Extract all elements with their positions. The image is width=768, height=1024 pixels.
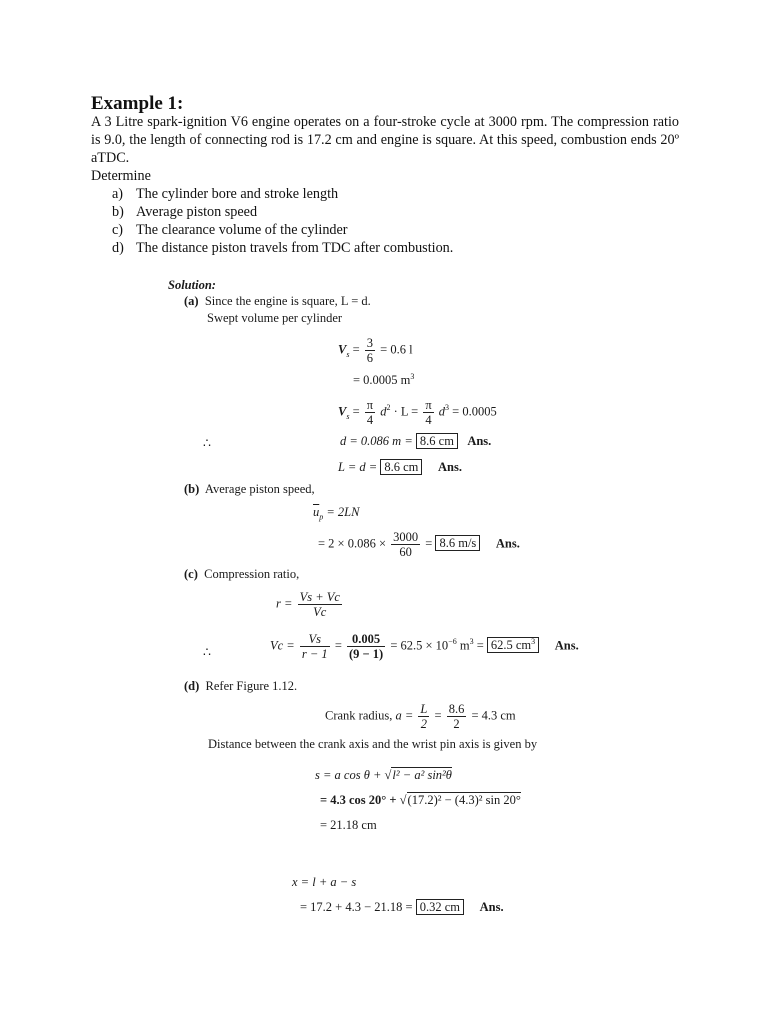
stroke-result: L = d = 8.6 cm Ans.	[338, 460, 462, 474]
part-b-line1: (b) Average piston speed,	[184, 482, 315, 496]
bore-result: d = 0.086 m = 8.6 cm Ans.	[340, 434, 492, 448]
clearance-answer-box: 62.5 $cm^3$	[487, 637, 539, 653]
travel-answer-box: 0.32 cm	[416, 899, 464, 915]
swept-volume-m3: = 0.0005 $m^3$	[353, 372, 415, 388]
compression-ratio-eq: r = $\frac{Vs + Vc}{Vc}$	[276, 590, 340, 619]
distance-description: Distance between the crank axis and the wrist pin axis is given by	[208, 737, 538, 751]
speed-answer-box: 8.6 m/s	[435, 535, 480, 551]
list-item: d) The distance piston travels from TDC after combustion.	[112, 240, 454, 256]
swept-volume-eq: $V_s$ = $\frac{3}{6}$ = 0.6 l	[338, 336, 413, 365]
question-list	[112, 185, 453, 257]
travel-distance-calc: = 17.2 + 4.3 − 21.18 = 0.32 cm Ans.	[300, 900, 504, 914]
wrist-pin-calc: = 4.3 cos 20° + √(17.2)² − (4.3)² sin 20°	[320, 793, 521, 807]
piston-speed-calc: = 2 × 0.086 × $\frac{3000}{60}$ = 8.6 m/s Ans.	[318, 530, 520, 559]
part-a-line1: (a) Since the engine is square, L = d.	[184, 294, 371, 308]
piston-speed-eq: $\overline{u}_p = 2LN$	[313, 505, 360, 522]
list-item: a) The cylinder bore and stroke length	[112, 186, 339, 202]
crank-radius-eq: Crank radius, a = $\frac{L}{2}$ = $\frac{8.6}{2}$ = 4.3 cm	[325, 702, 516, 731]
clearance-volume-eq: Vc = $\frac{Vs}{r - 1}$ = $\frac{0.005}{(9 - 1)}$ = $62.5 \times 10^{-6}$ $m^3 = 62.5$ $cm^3$ Ans.	[270, 632, 579, 661]
therefore-symbol: ∴	[203, 436, 211, 450]
stroke-answer-box: 8.6 cm	[380, 459, 422, 475]
problem-statement: A 3 Litre spark-ignition V6 engine operates on a four-stroke cycle at 3000 rpm. The compression ratio is 9.0, the length of connecting rod is 17.2 cm and engine is square. At this speed, combustion ends 20º aTDC.	[91, 114, 679, 167]
part-a-line2: Swept volume per cylinder	[207, 311, 343, 325]
swept-volume-bore-eq: $V_s$ = $\frac{\pi}{4}$ $d^2 \cdot L$ = $\frac{\pi}{4}$ $d^3 = 0.0005$	[338, 398, 497, 427]
wrist-pin-result: = 21.18 cm	[320, 818, 377, 832]
list-item: b) Average piston speed	[112, 204, 258, 220]
travel-distance-eq: x = l + a − s	[292, 875, 357, 889]
part-d-line1: (d) Refer Figure 1.12.	[184, 679, 298, 693]
part-c-line1: (c) Compression ratio,	[184, 567, 300, 581]
bore-answer-box: 8.6 cm	[416, 433, 458, 449]
wrist-pin-eq: s = a cos θ + √l² − a² sin²θ	[315, 768, 452, 782]
example-title: Example 1:	[91, 93, 184, 114]
solution-heading: Solution:	[168, 278, 216, 292]
therefore-symbol-c: ∴	[203, 645, 211, 659]
determine-label: Determine	[91, 168, 151, 184]
list-item: c) The clearance volume of the cylinder	[112, 222, 348, 238]
